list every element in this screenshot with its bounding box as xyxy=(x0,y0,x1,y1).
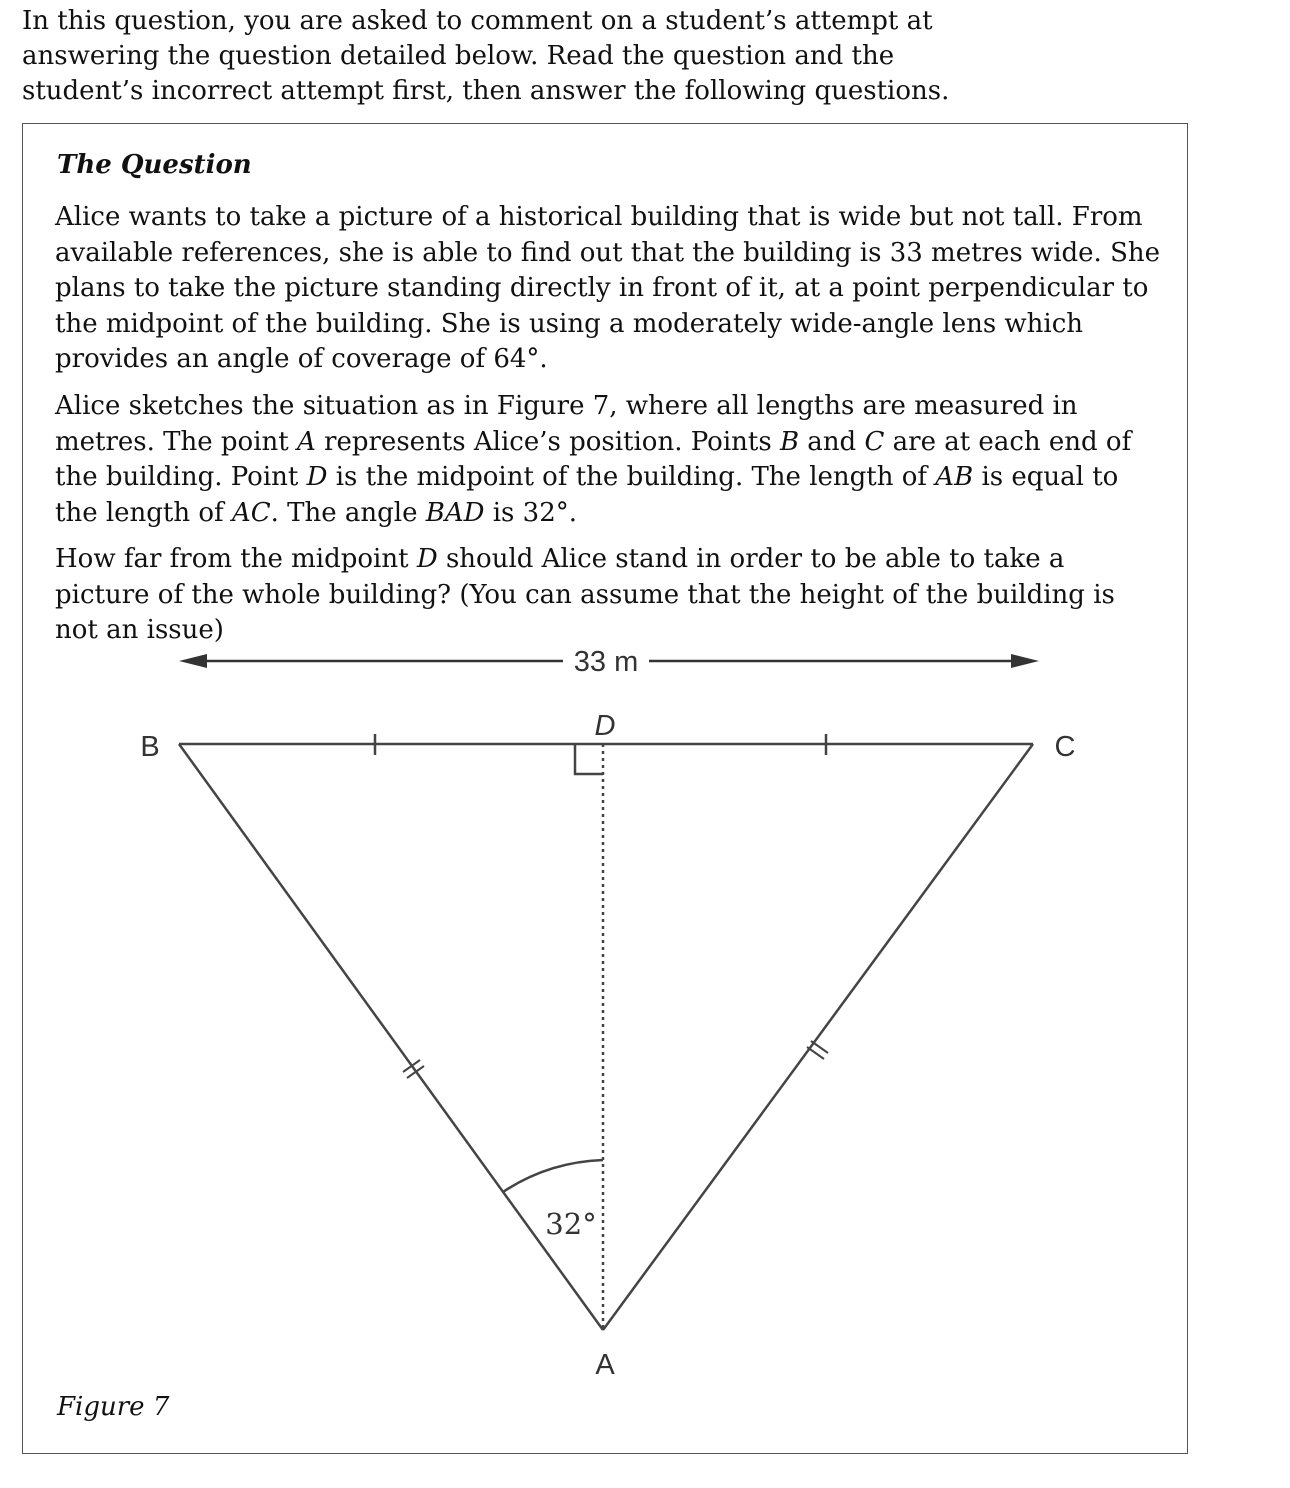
p3-math-D: D xyxy=(416,544,438,574)
width-label: 33 m xyxy=(573,646,639,678)
triangle-diagram xyxy=(23,124,1189,1455)
label-a: A xyxy=(595,1349,615,1381)
label-d: D xyxy=(594,710,616,742)
arrowhead-right-icon xyxy=(1011,654,1039,668)
arrowhead-left-icon xyxy=(179,654,207,668)
question-paragraph-1: Alice wants to take a picture of a historical building that is wide but not tall. From available references, she is able to find out that the building is 33 metres wide. She plans to take the picture standing directly in front of it, at a point perpendicular to the midpoint of the building. She is using a moderately wide-angle lens which provides an angle of coverage of 64°. xyxy=(55,202,1161,374)
p2-math-C: C xyxy=(864,426,885,457)
angle-label: 32° xyxy=(545,1207,597,1241)
p2-math-AB: AB xyxy=(935,462,974,492)
p2-text-2: represents Alice’s position. Points xyxy=(315,426,780,457)
question-heading: The Question xyxy=(57,150,252,180)
p2-text-6: is equal to the length of xyxy=(55,462,1119,528)
figure-caption: Figure 7 xyxy=(57,1392,170,1422)
p3-text-2: should Alice stand in order to be able to take a picture of the whole building? (You can assume that the height of the building is not an issue) xyxy=(55,544,1115,645)
p2-text-8: is 32°. xyxy=(484,497,578,528)
side-ab xyxy=(179,744,603,1330)
label-c: C xyxy=(1054,731,1076,763)
intro-paragraph: In this question, you are asked to comment on a student’s attempt at answering the question detailed below. Read the question and the student’s incorrect attempt first, then answer the following questions. xyxy=(22,6,950,106)
question-box xyxy=(22,123,1188,1454)
figure-7 xyxy=(23,124,1189,1455)
p2-text-3: and xyxy=(799,426,865,457)
p2-math-A: A xyxy=(297,426,316,457)
p2-text-5: is the midpoint of the building. The length of xyxy=(327,462,936,492)
angle-arc xyxy=(503,1160,603,1192)
p2-math-B: B xyxy=(779,426,800,457)
right-angle-marker xyxy=(575,744,603,774)
label-b: B xyxy=(140,731,160,763)
p2-math-AC: AC xyxy=(231,497,271,528)
p2-math-BAD: BAD xyxy=(425,497,485,528)
p2-math-D: D xyxy=(306,462,328,492)
p3-text-1: How far from the midpoint xyxy=(55,544,417,574)
p2-text-4: are at each end of the building. Point xyxy=(55,426,1132,492)
p2-text-7: . The angle xyxy=(270,497,426,528)
side-ac xyxy=(603,744,1033,1330)
p2-text-1: Alice sketches the situation as in Figure 7, where all lengths are measured in metres. The point xyxy=(55,391,1078,457)
